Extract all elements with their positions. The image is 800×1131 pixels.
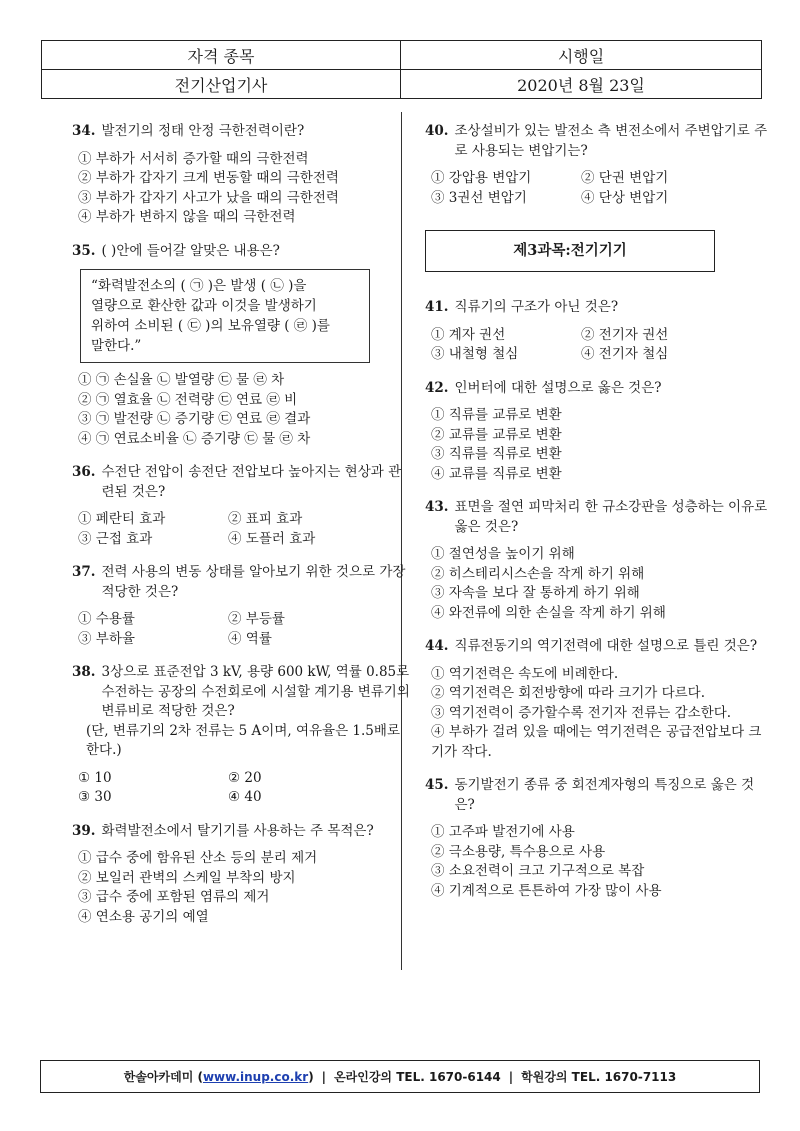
option-4: ④ ㉠ 연료소비율 ㉡ 증기량 ㉢ 물 ㉣ 차 bbox=[78, 430, 311, 447]
option-1: ① 수용률 bbox=[78, 611, 135, 627]
option-4: ④ 교류를 직류로 변환 bbox=[431, 465, 562, 482]
question-text: ( )안에 들어갈 알맞은 내용은? bbox=[101, 242, 280, 259]
question-number: 34. bbox=[72, 123, 96, 139]
option-2: ② 역기전력은 회전방향에 따라 크기가 다르다. bbox=[431, 685, 705, 701]
option-4: ④ 부하가 걸려 있을 때에는 역기전력은 공급전압보다 크기가 작다. bbox=[431, 724, 762, 760]
option-2: ② 교류를 교류로 변환 bbox=[431, 426, 562, 443]
right-column bbox=[425, 122, 770, 915]
question-text: 직류전동기의 역기전력에 대한 설명으로 틀린 것은? bbox=[454, 638, 758, 654]
question-number: 35. bbox=[72, 242, 96, 259]
option-1: ① 강압용 변압기 bbox=[431, 170, 532, 186]
quote-line: “화력발전소의 ( ㉠ )은 발생 ( ㉡ )을 bbox=[91, 278, 307, 294]
question-text: 조상설비가 있는 발전소 측 변전소에서 주변압기로 주로 사용되는 변압기는? bbox=[454, 123, 768, 159]
footer-online-tel: 온라인강의 TEL. 1670-6144 bbox=[334, 1070, 501, 1084]
option-4: ④ 단상 변압기 bbox=[581, 189, 669, 206]
header-date-value: 2020년 8월 23일 bbox=[401, 70, 762, 99]
option-4: ④ 전기자 철심 bbox=[581, 346, 669, 362]
left-column bbox=[72, 122, 412, 941]
header-subject-value: 전기산업기사 bbox=[42, 70, 401, 99]
question-34 bbox=[72, 122, 412, 228]
question-number: 39. bbox=[72, 822, 96, 839]
option-1: ① 역기전력은 속도에 비례한다. bbox=[431, 665, 619, 682]
option-4: ④ 와전류에 의한 손실을 작게 하기 위해 bbox=[431, 604, 666, 621]
subject-title-box bbox=[425, 230, 715, 272]
question-35 bbox=[72, 242, 412, 450]
option-1: ① 직류를 교류로 변환 bbox=[431, 407, 562, 423]
footer-bar bbox=[40, 1060, 760, 1093]
question-text: 직류기의 구조가 아닌 것은? bbox=[454, 299, 619, 315]
option-2: ② 단권 변압기 bbox=[581, 170, 669, 186]
footer-academy: 한솔아카데미 ( bbox=[123, 1070, 203, 1084]
question-text: 동기발전기 종류 중 회전계자형의 특징으로 옳은 것은? bbox=[454, 777, 755, 813]
footer-website-link[interactable]: www.inup.co.kr bbox=[202, 1069, 309, 1084]
question-37 bbox=[72, 563, 412, 649]
question-note: (단, 변류기의 2차 전류는 5 A이며, 여유율은 1.5배로 한다.) bbox=[86, 722, 400, 758]
option-4: ④ 기계적으로 튼튼하여 가장 많이 사용 bbox=[431, 882, 662, 899]
question-38 bbox=[72, 663, 412, 808]
option-3: ③ ㉠ 발전량 ㉡ 증기량 ㉢ 연료 ㉣ 결과 bbox=[78, 411, 311, 427]
option-2: ② 보일러 관벽의 스케일 부착의 방지 bbox=[78, 869, 296, 886]
quote-line: 열량으로 환산한 값과 이것을 발생하기 bbox=[91, 298, 317, 314]
option-2: ② ㉠ 열효율 ㉡ 전력량 ㉢ 연료 ㉣ 비 bbox=[78, 391, 298, 408]
option-1: ① 계자 권선 bbox=[431, 326, 506, 343]
option-3: ③ 급수 중에 포함된 염류의 제거 bbox=[78, 889, 270, 905]
option-3: ③ 역기전력이 증가할수록 전기자 전류는 감소한다. bbox=[431, 704, 732, 721]
question-43 bbox=[425, 498, 770, 623]
option-3: ③ 근접 효과 bbox=[78, 530, 153, 547]
option-3: ③ 내철형 철심 bbox=[431, 346, 519, 362]
question-39 bbox=[72, 822, 412, 928]
quote-line: 말한다.” bbox=[91, 338, 142, 354]
option-1: ① 급수 중에 함유된 산소 등의 분리 제거 bbox=[78, 850, 318, 866]
footer-separator: | bbox=[508, 1069, 514, 1084]
question-text: 수전단 전압이 송전단 전압보다 높아지는 현상과 관련된 것은? bbox=[101, 464, 402, 500]
option-2: ② 극소용량, 특수용으로 사용 bbox=[431, 843, 606, 860]
option-2: ② 부하가 갑자기 크게 변동할 때의 극한전력 bbox=[78, 170, 339, 186]
option-4: ④ 부하가 변하지 않을 때의 극한전력 bbox=[78, 209, 296, 225]
question-number: 40. bbox=[425, 123, 449, 139]
question-text: 전력 사용의 변동 상태를 알아보기 위한 것으로 가장 적당한 것은? bbox=[101, 564, 406, 600]
option-3: ③ 30 bbox=[78, 789, 112, 805]
question-42 bbox=[425, 379, 770, 485]
question-number: 44. bbox=[425, 638, 449, 654]
question-number: 38. bbox=[72, 664, 96, 680]
question-text: 3상으로 표준전압 3 kV, 용량 600 kW, 역률 0.85로 수전하는 공장의 수전회로에 시설할 계기용 변류기의 변류비로 적당한 것은? bbox=[101, 664, 410, 719]
option-3: ③ 소요전력이 크고 기구적으로 복잡 bbox=[431, 863, 645, 879]
question-number: 37. bbox=[72, 564, 96, 580]
option-1: ① 10 bbox=[78, 769, 112, 786]
option-1: ① 고주파 발전기에 사용 bbox=[431, 824, 575, 840]
option-2: ② 전기자 권선 bbox=[581, 326, 669, 343]
subject-title: 제3과목:전기기기 bbox=[513, 242, 627, 260]
option-2: ② 표피 효과 bbox=[228, 511, 303, 527]
option-3: ③ 직류를 직류로 변환 bbox=[431, 446, 562, 462]
question-45 bbox=[425, 776, 770, 901]
question-number: 43. bbox=[425, 499, 449, 515]
option-2: ② 20 bbox=[228, 769, 262, 786]
question-41 bbox=[425, 298, 770, 365]
option-1: ① ㉠ 손실율 ㉡ 발열량 ㉢ 물 ㉣ 차 bbox=[78, 372, 285, 388]
question-number: 42. bbox=[425, 379, 449, 396]
question-text: 발전기의 정태 안정 극한전력이란? bbox=[101, 123, 305, 139]
question-44 bbox=[425, 637, 770, 762]
option-3: ③ 자속을 보다 잘 통하게 하기 위해 bbox=[431, 585, 640, 601]
question-number: 45. bbox=[425, 777, 449, 793]
option-2: ② 부등률 bbox=[228, 611, 285, 627]
quote-line: 위하여 소비된 ( ㉢ )의 보유열량 ( ㉣ )를 bbox=[91, 318, 330, 334]
header-table bbox=[41, 40, 762, 99]
quote-box bbox=[80, 269, 370, 363]
option-4: ④ 연소용 공기의 예열 bbox=[78, 908, 209, 925]
footer-offline-tel: 학원강의 TEL. 1670-7113 bbox=[521, 1070, 677, 1084]
header-date-label: 시행일 bbox=[401, 41, 762, 70]
option-2: ② 히스테리시스손을 작게 하기 위해 bbox=[431, 565, 645, 582]
option-1: ① 절연성을 높이기 위해 bbox=[431, 546, 575, 562]
footer-paren: ) bbox=[308, 1069, 314, 1084]
question-number: 41. bbox=[425, 299, 449, 315]
option-1: ① 부하가 서서히 증가할 때의 극한전력 bbox=[78, 150, 309, 167]
option-4: ④ 40 bbox=[228, 789, 262, 805]
option-3: ③ 3권선 변압기 bbox=[431, 189, 527, 206]
question-text: 화력발전소에서 탈기기를 사용하는 주 목적은? bbox=[101, 822, 374, 839]
question-36 bbox=[72, 463, 412, 549]
option-4: ④ 역률 bbox=[228, 630, 272, 647]
question-number: 36. bbox=[72, 464, 96, 480]
footer-separator: | bbox=[321, 1069, 327, 1084]
option-4: ④ 도플러 효과 bbox=[228, 530, 316, 547]
option-3: ③ 부하율 bbox=[78, 630, 135, 647]
question-text: 표면을 절연 피막처리 한 규소강판을 성층하는 이유로 옳은 것은? bbox=[454, 499, 768, 535]
option-3: ③ 부하가 갑자기 사고가 났을 때의 극한전력 bbox=[78, 189, 339, 206]
question-text: 인버터에 대한 설명으로 옳은 것은? bbox=[454, 379, 662, 396]
question-40 bbox=[425, 122, 770, 208]
header-subject-label: 자격 종목 bbox=[42, 41, 401, 70]
option-1: ① 페란티 효과 bbox=[78, 511, 166, 527]
